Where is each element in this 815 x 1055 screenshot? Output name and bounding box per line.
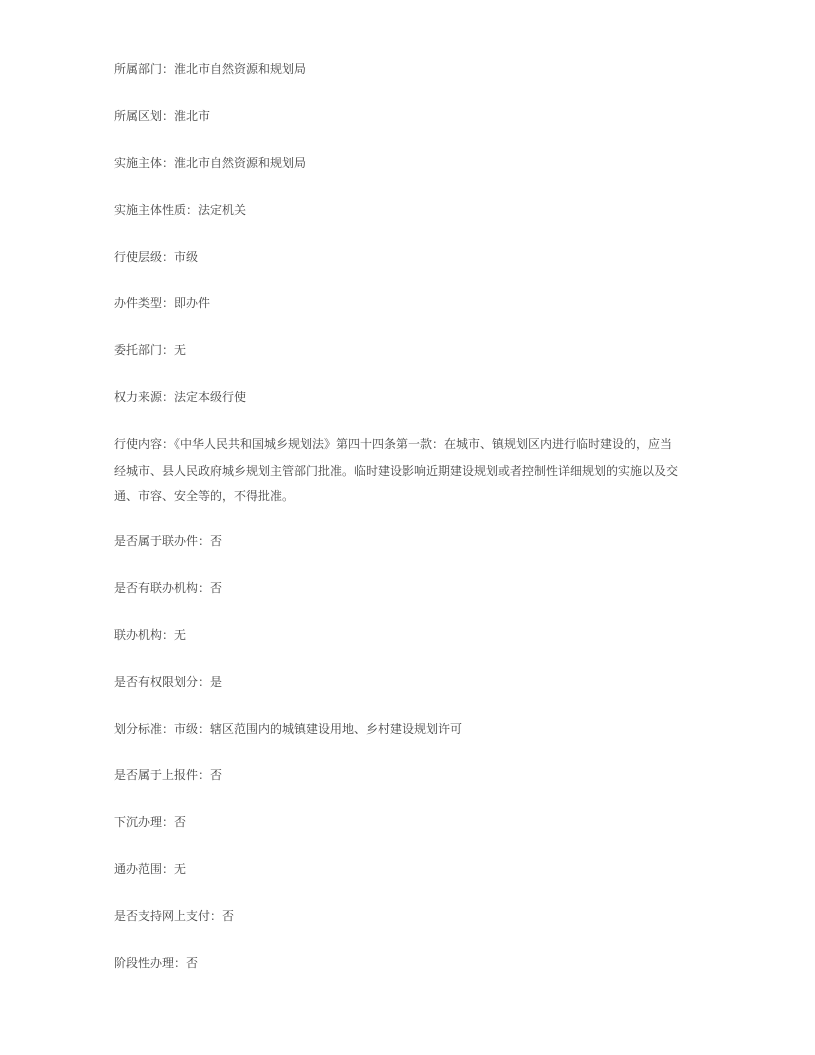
field-has-authority-division: 是否有权限划分：是 xyxy=(114,675,223,689)
field-staged-handling: 阶段性办理：否 xyxy=(114,956,199,970)
field-implementer: 实施主体：淮北市自然资源和规划局 xyxy=(114,156,307,170)
field-department: 所属部门：淮北市自然资源和规划局 xyxy=(114,62,307,76)
field-has-joint-agency: 是否有联办机构：否 xyxy=(114,581,223,595)
field-report-case: 是否属于上报件：否 xyxy=(114,768,223,782)
field-level: 行使层级：市级 xyxy=(114,250,199,264)
field-online-payment: 是否支持网上支付：否 xyxy=(114,909,235,923)
field-sink-handling: 下沉办理：否 xyxy=(114,815,187,829)
field-universal-scope: 通办范围：无 xyxy=(114,862,187,876)
field-implementer-nature: 实施主体性质：法定机关 xyxy=(114,203,247,217)
field-joint-agency: 联办机构：无 xyxy=(114,628,187,642)
field-division-standard: 划分标准：市级：辖区范围内的城镇建设用地、乡村建设规划许可 xyxy=(114,722,463,736)
field-power-source: 权力来源：法定本级行使 xyxy=(114,390,247,404)
field-entrusted-department: 委托部门：无 xyxy=(114,343,187,357)
field-content-line-2: 经城市、县人民政府城乡规划主管部门批准。临时建设影响近期建设规划或者控制性详细规划的实施以及交 xyxy=(114,464,679,478)
field-case-type: 办件类型：即办件 xyxy=(114,296,211,310)
field-region: 所属区划：淮北市 xyxy=(114,109,211,123)
field-content-line-1: 行使内容：《中华人民共和国城乡规划法》第四十四条第一款：在城市、镇规划区内进行临时建设的，应当 xyxy=(114,437,673,451)
field-content-line-3: 通、市容、安全等的，不得批准。 xyxy=(114,489,295,503)
field-joint-case: 是否属于联办件：否 xyxy=(114,534,223,548)
